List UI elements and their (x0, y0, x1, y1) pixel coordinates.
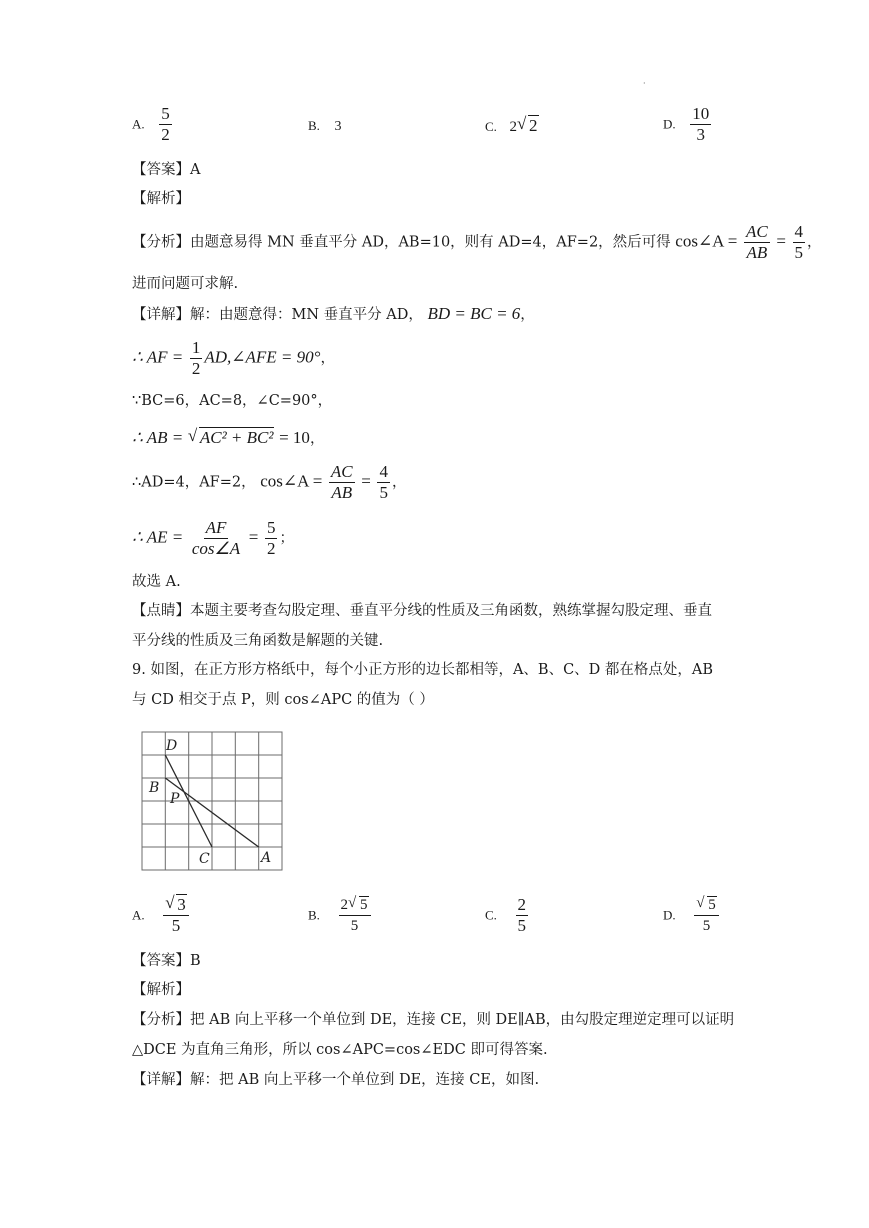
punct: ， (320, 350, 335, 367)
equation-rest: AD,∠AFE = 90° (204, 347, 321, 367)
sqrt (188, 428, 275, 448)
step-cos (132, 462, 406, 503)
fraction (329, 462, 355, 503)
q9-option-b (308, 895, 373, 936)
numerator: 5 (266, 518, 276, 537)
q8-fenxi-line1 (132, 222, 822, 263)
page-mark: · (643, 79, 646, 88)
equation-lead: ∴ AF = (132, 347, 184, 367)
denominator: 5 (379, 483, 388, 502)
numerator: 4 (379, 462, 388, 481)
numerator: AF (205, 518, 227, 537)
cos-expr: cos∠A = (260, 471, 323, 491)
q8-option-d (663, 104, 713, 145)
denominator: 2 (191, 359, 201, 378)
numerator: AC (330, 462, 353, 481)
q9-answer: 【答案】B (132, 953, 201, 969)
option-label: C. (485, 119, 497, 134)
label-b: B (149, 780, 160, 796)
radicand: AC² + BC² (199, 428, 274, 447)
denominator: 3 (696, 125, 705, 144)
radicand: 5 (708, 897, 716, 913)
q8-option-c (485, 116, 539, 137)
label-d: D (166, 738, 178, 754)
denominator: 5 (171, 916, 181, 935)
fraction (163, 895, 189, 936)
q9-option-a (132, 895, 191, 936)
fraction (190, 518, 242, 559)
xiangjie-text: 【详解】解：由题意得：MN 垂直平分 AD， (132, 307, 423, 323)
option-label: A. (132, 116, 145, 132)
q9-xiangjie: 【详解】解：把 AB 向上平移一个单位到 DE，连接 CE，如图. (132, 1072, 540, 1088)
punct: ； (279, 530, 294, 547)
q9-option-d (663, 895, 721, 936)
punct: ， (520, 307, 535, 323)
denominator: 5 (517, 916, 527, 935)
grid-figure (140, 730, 288, 876)
denominator: 5 (702, 918, 711, 934)
q8-dianjing-line1: 【点睛】本题主要考查勾股定理、垂直平分线的性质及三角函数，熟练掌握勾股定理、垂直 (132, 603, 712, 619)
option-label: A. (132, 907, 145, 923)
q8-dianjing-line2: 平分线的性质及三角函数是解题的关键. (132, 633, 384, 649)
cos-expr: cos∠A = (675, 231, 738, 251)
fraction (690, 104, 711, 145)
fraction (265, 518, 278, 559)
step-ae (132, 518, 294, 559)
q9-stem-line2: 与 CD 相交于点 P，则 cos∠APC 的值为（ ） (132, 692, 434, 708)
label-c: C (199, 851, 210, 867)
equation-rest: = 10 (279, 428, 310, 447)
step-ab (132, 428, 324, 449)
denominator: AB (331, 483, 353, 502)
option-label: C. (485, 907, 497, 923)
punct: ， (391, 474, 407, 491)
fraction (744, 222, 770, 263)
sqrt (517, 116, 539, 136)
numerator: 2 (517, 895, 527, 914)
coefficient: 2 (509, 119, 518, 135)
q8-option-a (132, 104, 174, 145)
q8-answer: 【答案】A (132, 162, 201, 178)
numerator: 4 (794, 222, 804, 241)
q8-xiangjie (132, 304, 535, 325)
q9-fenxi-line1: 【分析】把 AB 向上平移一个单位到 DE，连接 CE，则 DE∥AB，由勾股定理逆定理可以证明 (132, 1012, 735, 1028)
sqrt (696, 895, 717, 915)
option-label: B. (308, 907, 320, 923)
denominator: AB (746, 243, 768, 262)
fenxi-text: 【分析】由题意易得 MN 垂直平分 AD，AB=10，则有 AD=4，AF=2，然后可得 (132, 234, 671, 251)
equation-lead: ∴ AE = (132, 527, 184, 547)
option-label: B. (308, 118, 320, 133)
radicand: 2 (529, 116, 538, 135)
equals: = (248, 527, 259, 547)
q8-choose: 故选 A. (132, 574, 181, 590)
numerator: 5 (161, 104, 170, 123)
coefficient: 2 (340, 897, 349, 913)
numerator: 10 (692, 104, 710, 123)
fraction (339, 895, 371, 936)
punct: ， (807, 234, 822, 251)
denominator: 5 (350, 918, 359, 934)
numerator: AC (745, 222, 768, 241)
step-given: ∵BC=6，AC=8，∠C=90°， (132, 393, 333, 409)
q9-option-c (485, 895, 530, 936)
equation-lead: ∴AD=4，AF=2， (132, 474, 256, 491)
fraction (377, 462, 390, 503)
q8-option-b (308, 116, 342, 137)
equals: = (776, 231, 786, 251)
fraction (190, 338, 203, 379)
radicand: 5 (360, 897, 368, 913)
option-label: D. (663, 907, 676, 923)
label-a: A (261, 850, 272, 866)
equation-lead: ∴ AB = (132, 428, 184, 447)
option-label: D. (663, 116, 676, 132)
equation: BD = BC = 6 (427, 304, 521, 323)
q8-fenxi-line2: 进而问题可求解. (132, 276, 239, 292)
q8-analysis-heading: 【解析】 (132, 191, 190, 207)
denominator: 2 (266, 539, 276, 558)
equals: = (361, 471, 371, 491)
fraction (694, 895, 719, 936)
fraction (159, 104, 172, 145)
q9-fenxi-line2: △DCE 为直角三角形，所以 cos∠APC=cos∠EDC 即可得答案. (132, 1042, 548, 1058)
fraction (793, 222, 806, 263)
sqrt (348, 895, 369, 915)
denominator: 5 (794, 243, 804, 262)
q9-analysis-heading: 【解析】 (132, 982, 190, 998)
label-p: P (170, 791, 180, 807)
q9-stem-line1: 9. 如图，在正方形方格纸中，每个小正方形的边长都相等，A、B、C、D 都在格点处，AB (132, 662, 714, 678)
numerator: 1 (191, 338, 201, 357)
punct: ， (309, 431, 325, 447)
radicand: 3 (177, 895, 186, 914)
sqrt (165, 895, 187, 915)
denominator: 2 (161, 125, 170, 144)
fraction (516, 895, 529, 936)
option-value: 3 (334, 119, 342, 134)
step-af (132, 338, 335, 379)
denominator: cos∠A (191, 539, 241, 558)
